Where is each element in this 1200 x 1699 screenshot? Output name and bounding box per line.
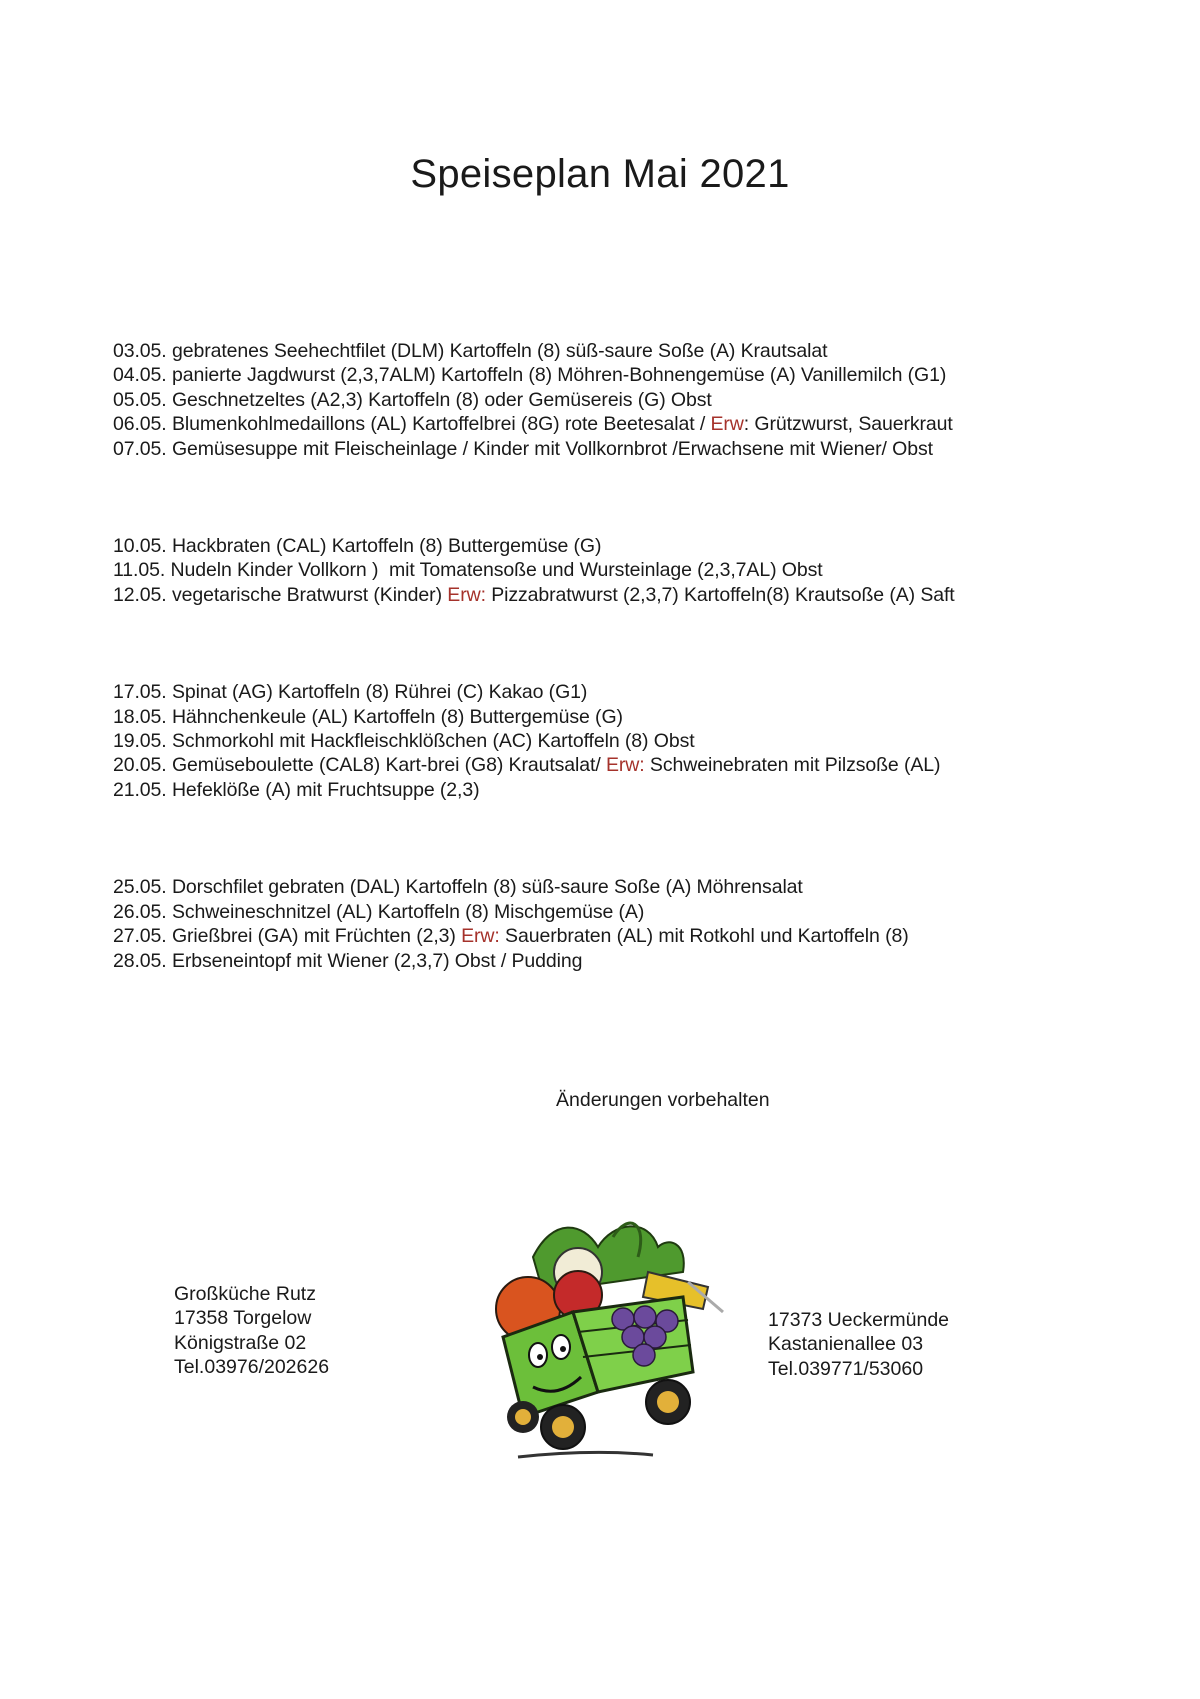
adult-dish: : Grützwurst, Sauerkraut (743, 413, 953, 436)
menu-dish: Gemüsesuppe mit Fleischeinlage / Kinder mit Vollkornbrot /Erwachsene mit Wiener/ Obst (171, 437, 933, 460)
address-line: Tel.03976/202626 (174, 1356, 330, 1379)
menu-line (113, 680, 1113, 704)
vegetable-crate-logo (463, 1217, 733, 1472)
menu-dish: Gemüseboulette (CAL8) Kart-brei (G8) Krautsalat/ (171, 754, 606, 777)
menu-dish: vegetarische Bratwurst (Kinder) (171, 583, 448, 606)
menu-date: 05.05. (113, 388, 167, 411)
menu-date: 12.05. (113, 583, 167, 606)
menu-date: 20.05. (113, 754, 167, 777)
menu-line (113, 729, 1113, 753)
address-torgelow (174, 1282, 329, 1380)
menu-dish: Grießbrei (GA) mit Früchten (2,3) (171, 925, 462, 948)
menu-dish: panierte Jagdwurst (2,3,7ALM) Kartoffeln (8) Möhren-Bohnengemüse (A) Vanillemilch (G1) (171, 364, 947, 387)
adult-label: Erw (710, 413, 744, 436)
menu-dish: Nudeln Kinder Vollkorn ) mit Tomatensoße und Wursteinlage (2,3,7AL) Obst (170, 559, 823, 582)
changes-note: Änderungen vorbehalten (556, 1089, 770, 1111)
menu-line (113, 900, 1113, 924)
menu-week (113, 339, 1113, 461)
menu-date: 11.05. (113, 559, 166, 582)
menu-line (113, 534, 1113, 558)
menu-date: 06.05. (113, 413, 167, 436)
menu-date: 04.05. (113, 364, 167, 387)
menu-date: 07.05. (113, 437, 167, 460)
menu-dish: Geschnetzeltes (A2,3) Kartoffeln (8) oder Gemüsereis (G) Obst (171, 388, 712, 411)
menu-line (113, 558, 1113, 582)
menu-dish: Schmorkohl mit Hackfleischklößchen (AC) Kartoffeln (8) Obst (171, 730, 695, 753)
menu-line (113, 924, 1113, 948)
menu-line (113, 778, 1113, 802)
menu-date: 10.05. (113, 535, 167, 558)
address-line: Königstraße 02 (174, 1331, 307, 1354)
address-line: Großküche Rutz (174, 1283, 316, 1305)
menu-week (113, 875, 1113, 973)
menu-dish: gebratenes Seehechtfilet (DLM) Kartoffeln (8) süß-saure Soße (A) Krautsalat (171, 340, 828, 362)
menu-line (113, 753, 1113, 777)
adult-dish: Schweinebraten mit Pilzsoße (AL) (644, 754, 941, 777)
page-title: Speiseplan Mai 2021 (410, 152, 790, 196)
menu-line (113, 437, 1113, 461)
menu-dish: Erbseneintopf mit Wiener (2,3,7) Obst / Pudding (171, 949, 583, 972)
menu-line (113, 388, 1113, 412)
menu-list (113, 339, 1113, 1046)
menu-date: 18.05. (113, 705, 167, 728)
menu-line (113, 339, 1113, 363)
menu-line (113, 949, 1113, 973)
menu-date: 25.05. (113, 876, 167, 899)
menu-dish: Hähnchenkeule (AL) Kartoffeln (8) Buttergemüse (G) (171, 705, 623, 728)
menu-week (113, 534, 1113, 607)
menu-date: 27.05. (113, 925, 167, 948)
address-line: 17373 Ueckermünde (768, 1309, 950, 1331)
menu-dish: Spinat (AG) Kartoffeln (8) Rührei (C) Kakao (G1) (171, 681, 588, 704)
menu-dish: Hackbraten (CAL) Kartoffeln (8) Buttergemüse (G) (171, 535, 602, 558)
menu-date: 28.05. (113, 949, 167, 972)
menu-date: 19.05. (113, 730, 167, 753)
address-line: Tel.039771/53060 (768, 1357, 924, 1380)
menu-line (113, 875, 1113, 899)
menu-dish: Schweineschnitzel (AL) Kartoffeln (8) Mischgemüse (A) (171, 900, 645, 923)
address-ueckermuende (768, 1308, 949, 1381)
adult-dish: Pizzabratwurst (2,3,7) Kartoffeln(8) Krautsoße (A) Saft (485, 583, 955, 606)
menu-line (113, 583, 1113, 607)
menu-date: 03.05. (113, 340, 167, 362)
menu-line (113, 363, 1113, 387)
menu-week (113, 680, 1113, 802)
adult-label: Erw: (606, 754, 645, 777)
address-line: 17358 Torgelow (174, 1307, 312, 1330)
adult-label: Erw: (447, 583, 486, 606)
menu-dish: Dorschfilet gebraten (DAL) Kartoffeln (8) süß-saure Soße (A) Möhrensalat (171, 876, 803, 899)
adult-dish: Sauerbraten (AL) mit Rotkohl und Kartoffeln (8) (499, 925, 909, 948)
menu-date: 17.05. (113, 681, 167, 704)
menu-dish: Blumenkohlmedaillons (AL) Kartoffelbrei (8G) rote Beetesalat / (171, 413, 711, 436)
address-line: Kastanienallee 03 (768, 1333, 924, 1356)
adult-label: Erw: (461, 925, 500, 948)
menu-dish: Hefeklöße (A) mit Fruchtsuppe (2,3) (171, 778, 480, 801)
menu-date: 21.05. (113, 778, 167, 801)
menu-date: 26.05. (113, 900, 167, 923)
menu-line (113, 705, 1113, 729)
menu-line (113, 412, 1113, 436)
